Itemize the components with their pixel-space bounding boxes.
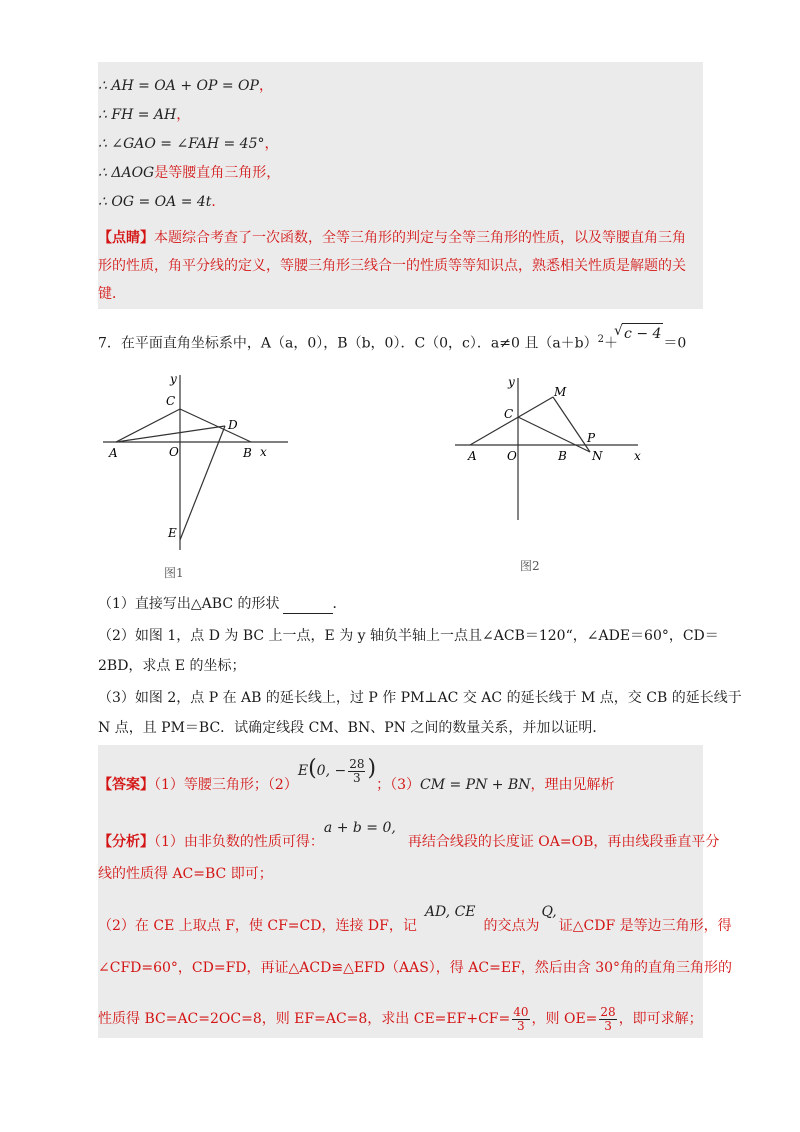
fraction-denominator: 3 — [353, 770, 361, 785]
comment-line-2 — [98, 256, 703, 276]
comment-tag: 【点睛】 — [98, 230, 154, 246]
question-3-text-2: N 点，且 PM＝BC．试确定线段 CM、BN、PN 之间的数量关系，并加以证明． — [98, 720, 607, 736]
step-4-text: 是等腰直角三角形， — [154, 165, 281, 181]
fig2-label-p: P — [587, 431, 596, 445]
question-1-end: ． — [332, 596, 347, 612]
solution-step-3 — [98, 134, 703, 154]
fig2-label-b: B — [558, 449, 567, 463]
fraction-denominator: 3 — [604, 1018, 612, 1033]
solution-step-1 — [98, 76, 703, 96]
question-3-text-1: （3）如图 2，点 P 在 AB 的延长线上，过 P 作 PM⊥AC 交 AC 的延长线于 M 点，交 CB 的延长线于 — [98, 690, 742, 706]
fraction-numerator: 28 — [349, 756, 365, 771]
comment-line-1 — [98, 228, 703, 248]
fraction-28-3b — [599, 1006, 616, 1033]
analysis-3b: 的交点为 — [483, 918, 540, 934]
fraction-28-3 — [348, 758, 365, 785]
comment-text-1: 本题综合考查了一次函数，全等三角形的判定与全等三角形的性质，以及等腰直角三角 — [154, 230, 686, 246]
point-e-open: 0, − — [316, 763, 347, 779]
answer-part-3-math: CM = PN + BN — [420, 777, 531, 793]
fraction-numerator: 28 — [600, 1004, 616, 1019]
step-1-tail: ， — [258, 78, 273, 94]
analysis-4: ∠CFD=60°，CD=FD，再证△ACD≌△EFD（AAS），得 AC=EF，然后由含 30°角的直角三角形的 — [98, 960, 733, 976]
plus-sign: ＋ — [604, 335, 619, 352]
square-exponent: 2 — [597, 334, 605, 345]
solution-step-5 — [98, 192, 703, 212]
sqrt-expression — [614, 322, 663, 344]
step-5-tail: ． — [211, 194, 226, 210]
fig1-label-b: B — [243, 446, 252, 460]
analysis-line-4 — [98, 958, 733, 978]
step-4-math: ∴ ΔAOG — [98, 165, 155, 181]
question-2-line-2 — [98, 656, 703, 676]
analysis-line-2 — [98, 864, 703, 884]
close-paren-icon: ) — [367, 756, 377, 781]
fig1-label-a: A — [109, 446, 118, 460]
analysis-2: 线的性质得 AC=BC 即可； — [98, 866, 273, 882]
fig1-label-o: O — [169, 445, 179, 459]
answer-part-3-text: ，理由见解析 — [530, 777, 615, 793]
equals-zero: ＝0 — [663, 335, 687, 352]
fig2-segment-cn — [518, 417, 590, 452]
fig2-label-y: y — [508, 375, 515, 389]
analysis-1b: 再结合线段的长度证 OA=OB，再由线段垂直平分 — [407, 834, 720, 850]
fig1-label-x: x — [260, 445, 267, 459]
solution-step-2 — [98, 105, 703, 125]
analysis-3-math-2: Q, — [541, 904, 557, 920]
comment-text-2: 形的性质，角平分线的定义，等腰三角形三线合一的性质等等知识点，熟悉相关性质是解题的关 — [98, 258, 686, 274]
analysis-1a: （1）由非负数的性质可得： — [154, 834, 324, 850]
problem-stem — [98, 322, 703, 354]
step-2-math: ∴ FH = AH — [98, 107, 177, 123]
answer-separator: ；（3） — [376, 777, 420, 793]
open-paren-icon: ( — [308, 756, 317, 781]
analysis-1-math: a + b = 0, — [323, 820, 396, 836]
fig2-label-x: x — [634, 449, 641, 463]
analysis-tag: 【分析】 — [98, 834, 154, 850]
question-3-line-2 — [98, 718, 703, 738]
solution-step-4 — [98, 163, 703, 183]
sqrt-sign-icon: √ — [614, 322, 623, 339]
fig1-segment-de — [180, 426, 225, 540]
fig1-label-c: C — [166, 394, 176, 408]
analysis-5c: ，即可求解； — [618, 1011, 703, 1027]
step-3-math: ∴ ∠GAO = ∠FAH = 45° — [98, 136, 265, 152]
step-1-math: ∴ AH = OA + OP = OP — [98, 78, 259, 94]
fig2-segment-mn — [553, 397, 590, 452]
fig2-caption: 图2 — [520, 559, 540, 573]
comment-text-3: 键． — [98, 286, 126, 302]
fig1-label-e: E — [168, 526, 177, 540]
analysis-3a: （2）在 CE 上取点 F，使 CF=CD，连接 DF，记 — [98, 918, 417, 934]
question-2-line-1 — [98, 626, 719, 646]
answer-part-1: （1）等腰三角形；（2） — [154, 777, 298, 793]
analysis-3c: 证△CDF 是等边三角形，得 — [558, 918, 732, 934]
step-2-tail: ， — [176, 107, 191, 123]
question-2-text-1: （2）如图 1，点 D 为 BC 上一点，E 为 y 轴负半轴上一点且∠ACB＝120“，∠ADE＝60°，CD＝ — [98, 628, 719, 644]
analysis-line-1 — [98, 820, 720, 852]
fig2-label-c: C — [504, 407, 514, 421]
fraction-numerator: 40 — [513, 1004, 529, 1019]
fig1-label-d: D — [228, 418, 238, 432]
analysis-5a: 性质得 BC=AC=2OC=8，则 EF=AC=8，求出 CE=EF+CF= — [98, 1011, 511, 1027]
sqrt-radicand: c − 4 — [624, 325, 662, 342]
analysis-line-3 — [98, 904, 732, 936]
answer-tag: 【答案】 — [98, 777, 154, 793]
answer-blank — [283, 599, 333, 614]
answer-point-e — [297, 756, 377, 785]
fig2-segment-am — [470, 397, 553, 445]
fig2-label-m: M — [554, 385, 567, 399]
problem-number: 7． — [98, 335, 121, 352]
fig1-caption: 图1 — [164, 566, 184, 580]
analysis-3-math-1: AD, CE — [424, 904, 476, 920]
problem-stem-text: 在平面直角坐标系中，A（a，0），B（b，0）．C（0，c）．a≠0 且（a＋b） — [120, 335, 598, 352]
question-1 — [98, 594, 703, 614]
step-3-tail: ， — [264, 136, 279, 152]
comment-line-3 — [98, 284, 703, 304]
step-5-math: ∴ OG = OA = 4t — [98, 194, 212, 210]
fraction-denominator: 3 — [517, 1018, 525, 1033]
fig1-segment-cb — [180, 409, 251, 442]
question-2-text-2: 2BD，求点 E 的坐标； — [98, 658, 246, 674]
fig2-label-o: O — [507, 449, 517, 463]
question-3-line-1 — [98, 688, 742, 708]
analysis-line-5 — [98, 1004, 703, 1034]
fig2-label-a: A — [468, 449, 477, 463]
question-1-text: （1）直接写出△ABC 的形状 — [98, 596, 280, 612]
fig2-label-n: N — [592, 449, 603, 463]
figure-2 — [450, 370, 650, 580]
analysis-5b: ，则 OE= — [531, 1011, 598, 1027]
fraction-40-3 — [512, 1006, 529, 1033]
point-e-letter: E — [297, 763, 309, 779]
fig1-label-y: y — [170, 372, 177, 386]
answer-line — [98, 756, 703, 798]
figure-1 — [98, 365, 298, 585]
